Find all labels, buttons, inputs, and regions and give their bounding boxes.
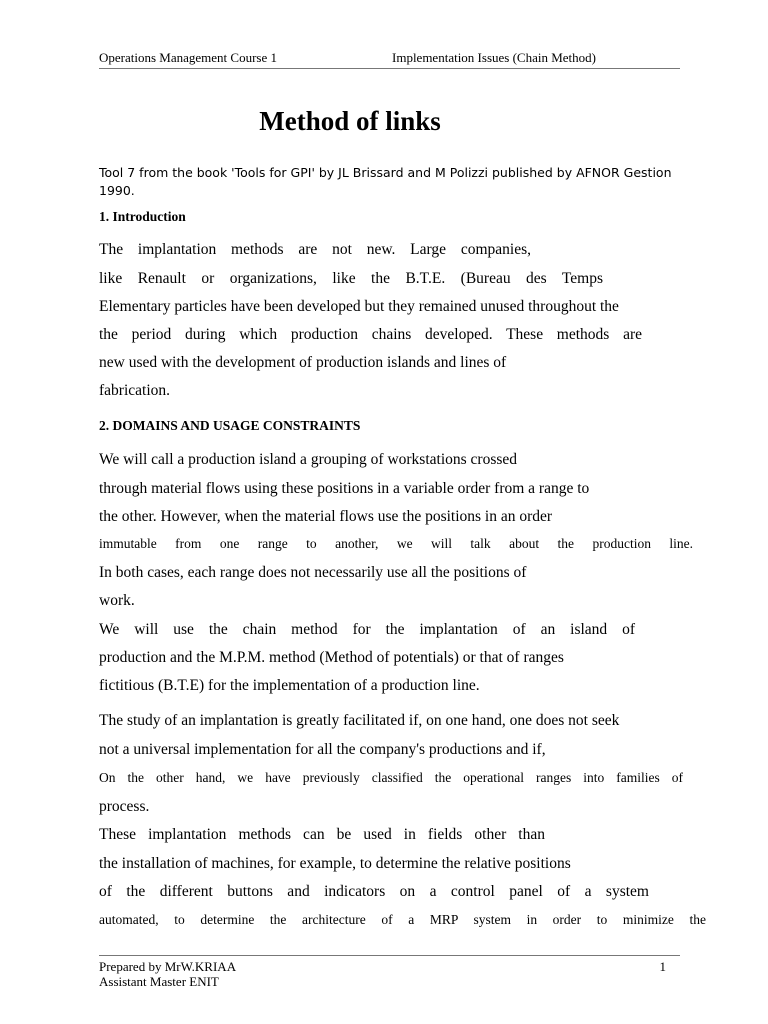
paragraph-line: Elementary particles have been developed but they remained unused throughout the xyxy=(99,298,619,315)
paragraph-line: The implantation methods are not new. Large companies, xyxy=(99,241,531,258)
paragraph-line: the installation of machines, for example, to determine the relative positions xyxy=(99,855,571,872)
page-number: 1 xyxy=(659,959,666,974)
paragraph-line: On the other hand, we have previously classified the operational ranges into families of xyxy=(99,770,683,785)
paragraph-line: like Renault or organizations, like the B.T.E. (Bureau des Temps xyxy=(99,270,603,287)
footer-role: Assistant Master ENIT xyxy=(99,974,219,989)
paragraph-line: new used with the development of production islands and lines of xyxy=(99,354,507,371)
paragraph-line: work. xyxy=(99,592,135,609)
paragraph-line: fictitious (B.T.E) for the implementation of a production line. xyxy=(99,677,480,694)
paragraph-line: process. xyxy=(99,798,150,815)
paragraph-line: We will call a production island a grouping of workstations crossed xyxy=(99,451,518,468)
paragraph-line: fabrication. xyxy=(99,382,171,399)
paragraph-line: the other. However, when the material flows use the positions in an order xyxy=(99,508,553,525)
section-heading-domains: 2. DOMAINS AND USAGE CONSTRAINTS xyxy=(99,418,361,433)
page-header xyxy=(99,50,680,69)
paragraph-line: of the different buttons and indicators on a control panel of a system xyxy=(99,883,649,900)
header-course-title: Operations Management Course 1 xyxy=(99,50,277,65)
page-title: Method of links xyxy=(259,106,441,136)
paragraph-line: not a universal implementation for all the company's productions and if, xyxy=(99,741,546,758)
paragraph-line: In both cases, each range does not necessarily use all the positions of xyxy=(99,564,527,581)
paragraph-line: the period during which production chains developed. These methods are xyxy=(99,326,642,343)
paragraph-line: immutable from one range to another, we will talk about the production line. xyxy=(99,536,693,551)
paragraph-line: We will use the chain method for the implantation of an island of xyxy=(99,621,635,638)
paragraph-line: These implantation methods can be used in fields other than xyxy=(99,826,545,843)
footer-prepared-by: Prepared by MrW.KRIAA xyxy=(99,959,237,974)
source-line: 1990. xyxy=(99,183,135,198)
section-heading-introduction: 1. Introduction xyxy=(99,209,186,224)
header-chapter-title: Implementation Issues (Chain Method) xyxy=(392,50,596,65)
paragraph-line: The study of an implantation is greatly facilitated if, on one hand, one does not seek xyxy=(99,712,620,729)
page-footer xyxy=(99,955,680,989)
paragraph-line: through material flows using these positions in a variable order from a range to xyxy=(99,480,590,497)
paragraph-line: automated, to determine the architecture of a MRP system in order to minimize the xyxy=(99,912,706,927)
source-line: Tool 7 from the book 'Tools for GPI' by JL Brissard and M Polizzi published by AFNOR Gestion xyxy=(99,165,672,180)
paragraph-line: production and the M.P.M. method (Method of potentials) or that of ranges xyxy=(99,649,564,666)
